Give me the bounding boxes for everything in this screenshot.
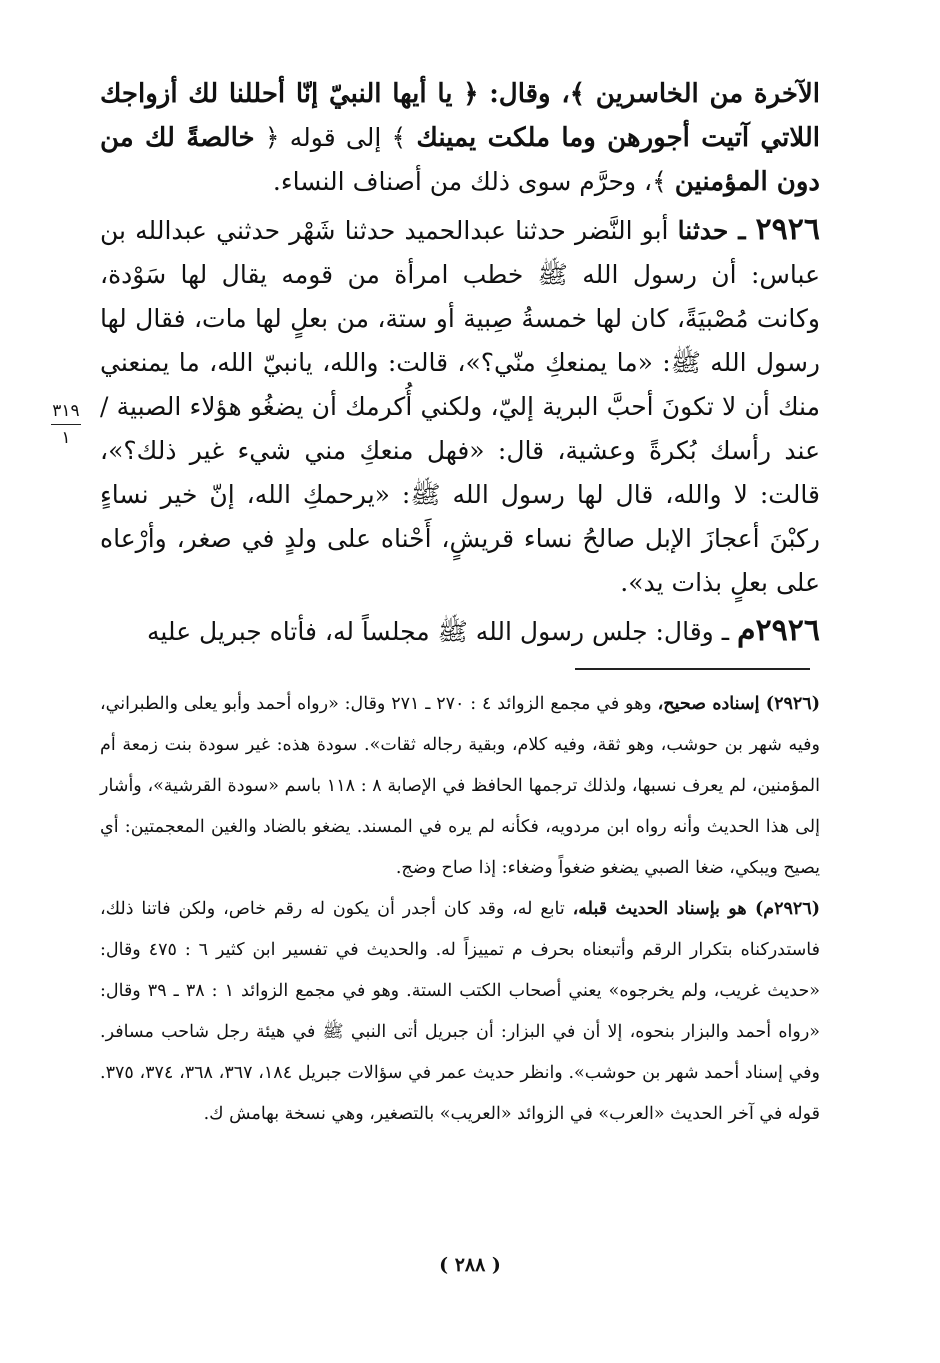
quran-verse-quote-2: خالصةً لك من دون المؤمنين (100, 123, 820, 197)
margin-ref-top: ٣١٩ (52, 401, 80, 421)
intro-paragraph (100, 72, 820, 204)
footnote-separator (575, 668, 810, 670)
hadith-number-2: ٢٩٢٦م (736, 613, 820, 648)
quran-verse-end: الآخرة من الخاسرين ﴾، وقال: ﴿ (452, 79, 820, 109)
footnote-1 (100, 684, 820, 889)
footnotes-block (100, 684, 820, 1135)
hadith-lead: ـ حدثنا (677, 216, 756, 245)
footnote-2-label: (٢٩٢٦م) هو بإسناد الحديث قبله، (572, 899, 820, 919)
hadith-text: أبو النَّضر حدثنا عبدالحميد حدثنا شَهْر حدثني عبدالله بن عباس: أن رسول الله ﷺ خطب امرأة من قومه يقال لها سَوْدة، وكانت مُصْبيَةً، كان لها خمسةُ صِبية أو ستة، من بعلٍ لها مات، فقال لها رسول الله ﷺ: «ما يمنعكِ منّي؟»، قالت: والله، يانبيّ الله، ما يمنعني منك أن لا تكونَ أحبَّ البرية إليّ، ولكني أُكرمك أن يضغُو هؤلاء الصبية / عند رأسك بُكرةً وعشية، قال: «فهل منعكِ مني شيء غير ذلك؟»، قالت: لا والله، قال لها رسول الله ﷺ: «يرحمكِ الله، إنّ خير نساءٍ ركبْنَ أعجازَ الإبل صالحُ نساء قريشٍ، أَحْناه على ولدٍ في صغر، وأرْعاه على بعلٍ بذات يد». (100, 216, 820, 597)
footnote-1-label: (٢٩٢٦) إسناده صحيح، (657, 694, 820, 714)
page-number: ( ٢٨٨ ) (439, 1254, 501, 1276)
main-text-block (100, 72, 820, 654)
footnote-2-text: تابع له، وقد كان أجدر أن يكون له رقم خاص، ولكن فاتنا ذلك، فاستدركناه بتكرار الرقم وأتبعناه بحرف م تمييزاً له. والحديث في تفسير ابن كثير ٦ : ٤٧٥ وقال: «حديث غريب، ولم يخرجوه» يعني أصحاب الكتب الستة. وهو في مجمع الزوائد ١ : ٣٨ ـ ٣٩ وقال: «رواه أحمد والبزار بنحوه، إلا أن في البزار: أن جبريل أتى النبي ﷺ في هيئة رجل شاحب مسافر. وفي إسناد أحمد شهر بن حوشب». وانظر حديث عمر في سؤالات جبريل ١٨٤، ٣٦٧، ٣٦٨، ٣٧٤، ٣٧٥. قوله في آخر الحديث «العرب» في الزوائد «العريب» بالتصغير، وهي نسخة بهامش ك. (100, 899, 820, 1124)
footnote-2 (100, 889, 820, 1135)
hadith-text-2: ـ وقال: جلس رسول الله ﷺ مجلساً له، فأتاه جبريل عليه (146, 617, 737, 646)
margin-page-reference (42, 400, 90, 449)
margin-ref-divider (51, 424, 81, 425)
intro-connector: ﴾ إلى قوله ﴿ (254, 123, 417, 152)
hadith-paragraph (100, 208, 820, 605)
hadith-paragraph-2 (100, 609, 820, 654)
footnote-1-text: وهو في مجمع الزوائد ٤ : ٢٧٠ ـ ٢٧١ وقال: «رواه أحمد وأبو يعلى والطبراني، وفيه شهر بن حوشب، وهو ثقة، وفيه كلام، وبقية رجاله ثقات». سودة هذه: غير سودة بنت زمعة أم المؤمنين، لم يعرف نسبها، ولذلك ترجمها الحافظ في الإصابة ٨ : ١١٨ باسم «سودة القرشية»، وأشار إلى هذا الحديث وأنه رواه ابن مردويه، فكأنه لم يره في المسند. يضغو بالضاد والغين المعجمتين: أي يصيح ويبكي، ضغا الصبي يضغو ضغواً وضغاء: إذا صاح وضج. (100, 694, 820, 878)
margin-ref-bottom: ١ (61, 428, 71, 448)
quran-verse-quote: يا أيها النبيّ إنّا أحللنا لك أزواجك اللاتي آتيت أجورهن وما ملكت يمينك (100, 79, 820, 153)
hadith-number: ٢٩٢٦ (755, 212, 820, 247)
intro-closing: ﴾، وحرَّم سوى ذلك من أصناف النساء. (272, 167, 675, 196)
